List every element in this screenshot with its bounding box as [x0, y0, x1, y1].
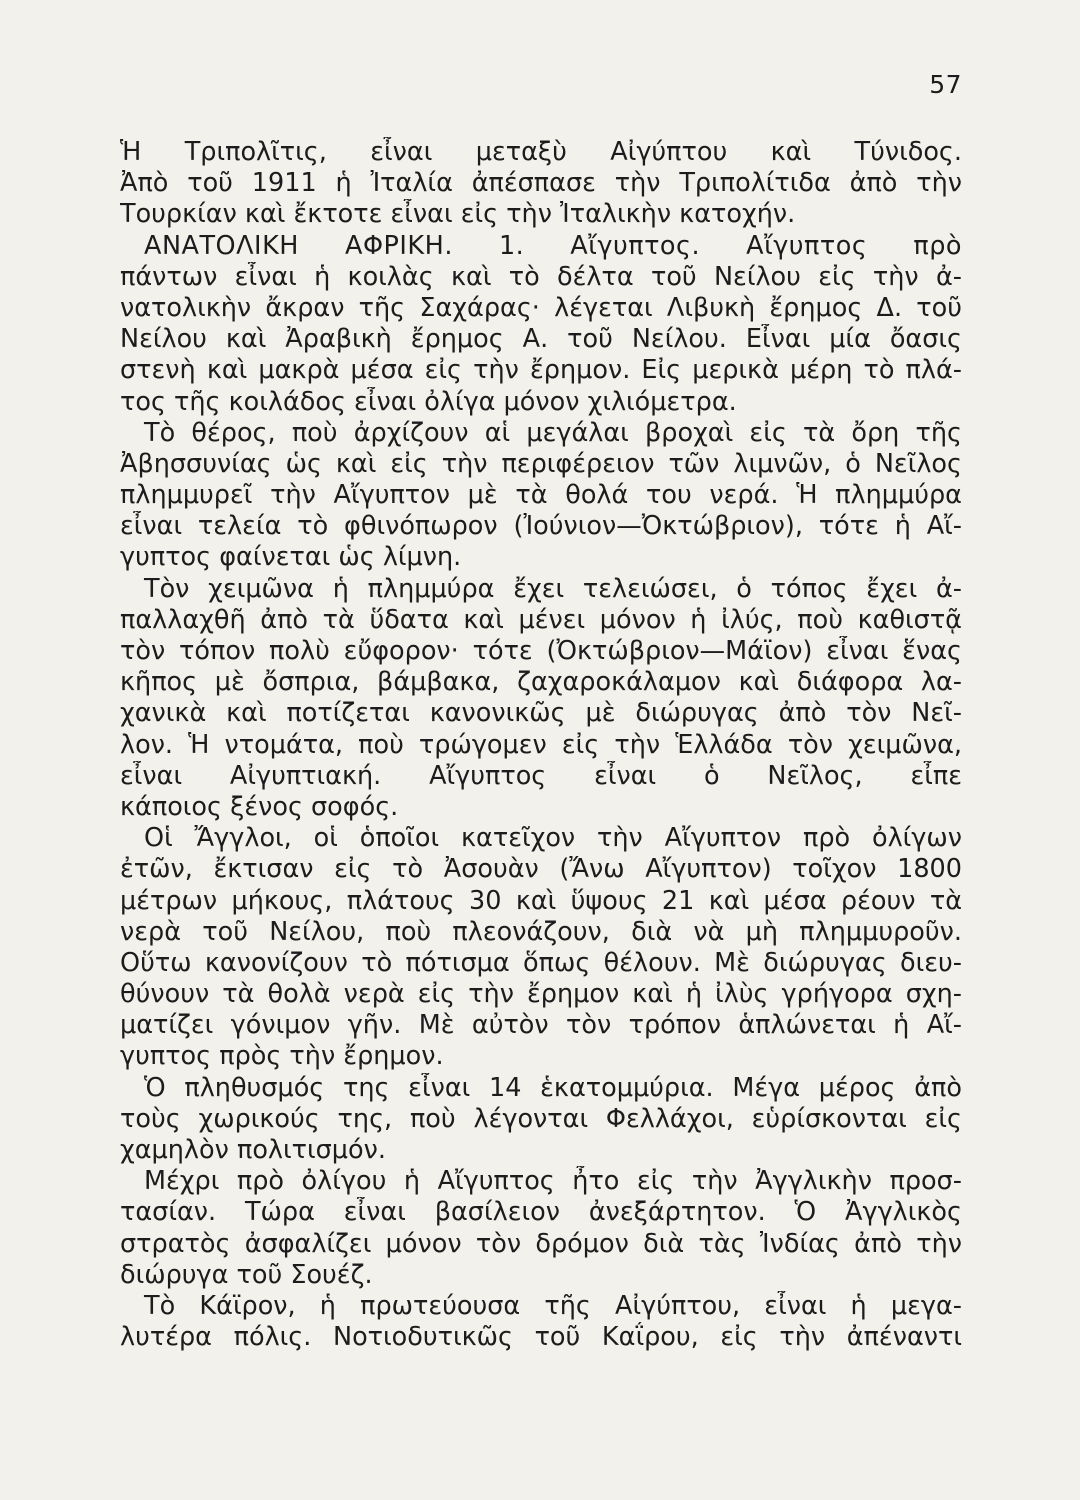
text-line: ματίζει γόνιμον γῆν. Μὲ αὐτὸν τὸν τρόπον ἁπλώνεται ἡ Αἴ- [120, 1010, 962, 1041]
text-line: παλλαχθῆ ἀπὸ τὰ ὕδατα καὶ μένει μόνον ἡ ἰλύς, ποὺ καθιστᾷ [120, 604, 962, 635]
text-line: μέτρων μήκους, πλάτους 30 καὶ ὕψους 21 καὶ μέσα ρέουν τὰ [120, 885, 962, 916]
text-line: θύνουν τὰ θολὰ νερὰ εἰς τὴν ἔρημον καὶ ἡ ἰλὺς γρήγορα σχη- [120, 979, 962, 1010]
text-line: Τὸ θέρος, ποὺ ἀρχίζουν αἱ μεγάλαι βροχαὶ εἰς τὰ ὄρη τῆς [144, 417, 962, 448]
text-line: Τὸν χειμῶνα ἡ πλημμύρα ἔχει τελειώσει, ὁ τόπος ἔχει ἀ- [144, 573, 962, 604]
text-line: Ὁ πληθυσμός της εἶναι 14 ἑκατομμύρια. Μέγα μέρος ἀπὸ [144, 1072, 962, 1103]
text-line: στρατὸς ἀσφαλίζει μόνον τὸν δρόμον διὰ τὰς Ἰνδίας ἀπὸ τὴν [120, 1228, 962, 1259]
text-line: Ἡ Τριπολῖτις, εἶναι μεταξὺ Αἰγύπτου καὶ Τύνιδος. [120, 137, 962, 167]
text-line: διώρυγα τοῦ Σουέζ. [120, 1259, 373, 1290]
text-line: Ἀπὸ τοῦ 1911 ἡ Ἰταλία ἀπέσπασε τὴν Τριπολίτιδα ἀπὸ τὴν [120, 168, 962, 199]
text-line: στενὴ καὶ μακρὰ μέσα εἰς τὴν ἔρημον. Εἰς μερικὰ μέρη τὸ πλά- [120, 355, 962, 386]
text-line: Μέχρι πρὸ ὀλίγου ἡ Αἴγυπτος ἦτο εἰς τὴν Ἀγγλικὴν προσ- [144, 1166, 962, 1197]
text-line: τοὺς χωρικούς της, ποὺ λέγονται Φελλάχοι, εὑρίσκονται εἰς [120, 1103, 962, 1134]
text-line: λυτέρα πόλις. Νοτιοδυτικῶς τοῦ Καΐρου, εἰς τὴν ἀπέναντι [120, 1322, 962, 1353]
text-line: νατολικὴν ἄκραν τῆς Σαχάρας· λέγεται Λιβυκὴ ἔρημος Δ. τοῦ [120, 292, 962, 323]
text-line: Οἱ Ἄγγλοι, οἱ ὁποῖοι κατεῖχον τὴν Αἴγυπτον πρὸ ὀλίγων [144, 823, 962, 854]
text-line: χανικὰ καὶ ποτίζεται κανονικῶς μὲ διώρυγας ἀπὸ τὸν Νεῖ- [120, 698, 962, 729]
page-number: 57 [929, 70, 962, 99]
text-line: ἐτῶν, ἔκτισαν εἰς τὸ Ἀσουὰν (Ἄνω Αἴγυπτον) τοῖχον 1800 [120, 854, 962, 885]
text-line: εἶναι τελεία τὸ φθινόπωρον (Ἰούνιον—Ὀκτώβριον), τότε ἡ Αἴ- [120, 511, 962, 542]
text-line: εἶναι Αἰγυπτιακή. Αἴγυπτος εἶναι ὁ Νεῖλος, εἶπε [120, 760, 962, 791]
text-line: τασίαν. Τώρα εἶναι βασίλειον ἀνεξάρτητον. Ὁ Ἀγγλικὸς [120, 1197, 962, 1228]
text-line: Οὕτω κανονίζουν τὸ πότισμα ὅπως θέλουν. Μὲ διώρυγας διευ- [120, 947, 962, 978]
text-line: γυπτος πρὸς τὴν ἔρημον. [120, 1041, 444, 1072]
text-line: Τουρκίαν καὶ ἔκτοτε εἶναι εἰς τὴν Ἰταλικὴν κατοχήν. [120, 199, 796, 230]
text-line: Ἀβησσυνίας ὡς καὶ εἰς τὴν περιφέρειον τῶν λιμνῶν, ὁ Νεῖλος [120, 448, 962, 479]
text-line: Νείλου καὶ Ἀραβικὴ ἔρημος Α. τοῦ Νείλου. Εἶναι μία ὄασις [120, 324, 962, 355]
text-line: τὸν τόπον πολὺ εὔφορον· τότε (Ὀκτώβριον—Μάϊον) εἶναι ἕνας [120, 636, 962, 666]
text-line: χαμηλὸν πολιτισμόν. [120, 1135, 386, 1165]
text-line: νερὰ τοῦ Νείλου, ποὺ πλεονάζουν, διὰ νὰ μὴ πλημμυροῦν. [120, 916, 962, 947]
text-line: πλημμυρεῖ τὴν Αἴγυπτον μὲ τὰ θολά του νερά. Ἡ πλημμύρα [120, 480, 962, 511]
text-line: τος τῆς κοιλάδος εἶναι ὀλίγα μόνον χιλιόμετρα. [120, 386, 737, 417]
text-line: ΑΝΑΤΟΛΙΚΗ ΑΦΡΙΚΗ. 1. Αἴγυπτος. Αἴγυπτος πρὸ [144, 230, 962, 261]
body-text [120, 137, 962, 1353]
text-line: Τὸ Κάϊρον, ἡ πρωτεύουσα τῆς Αἰγύπτου, εἶναι ἡ μεγα- [144, 1290, 962, 1321]
text-line: κάποιος ξένος σοφός. [120, 791, 399, 822]
text-line: γυπτος φαίνεται ὡς λίμνη. [120, 542, 462, 573]
text-line: κῆπος μὲ ὄσπρια, βάμβακα, ζαχαροκάλαμον καὶ διάφορα λα- [120, 667, 962, 698]
text-line: πάντων εἶναι ἡ κοιλὰς καὶ τὸ δέλτα τοῦ Νείλου εἰς τὴν ἀ- [120, 261, 962, 292]
text-line: λον. Ἡ ντομάτα, ποὺ τρώγομεν εἰς τὴν Ἑλλάδα τὸν χειμῶνα, [120, 729, 962, 760]
